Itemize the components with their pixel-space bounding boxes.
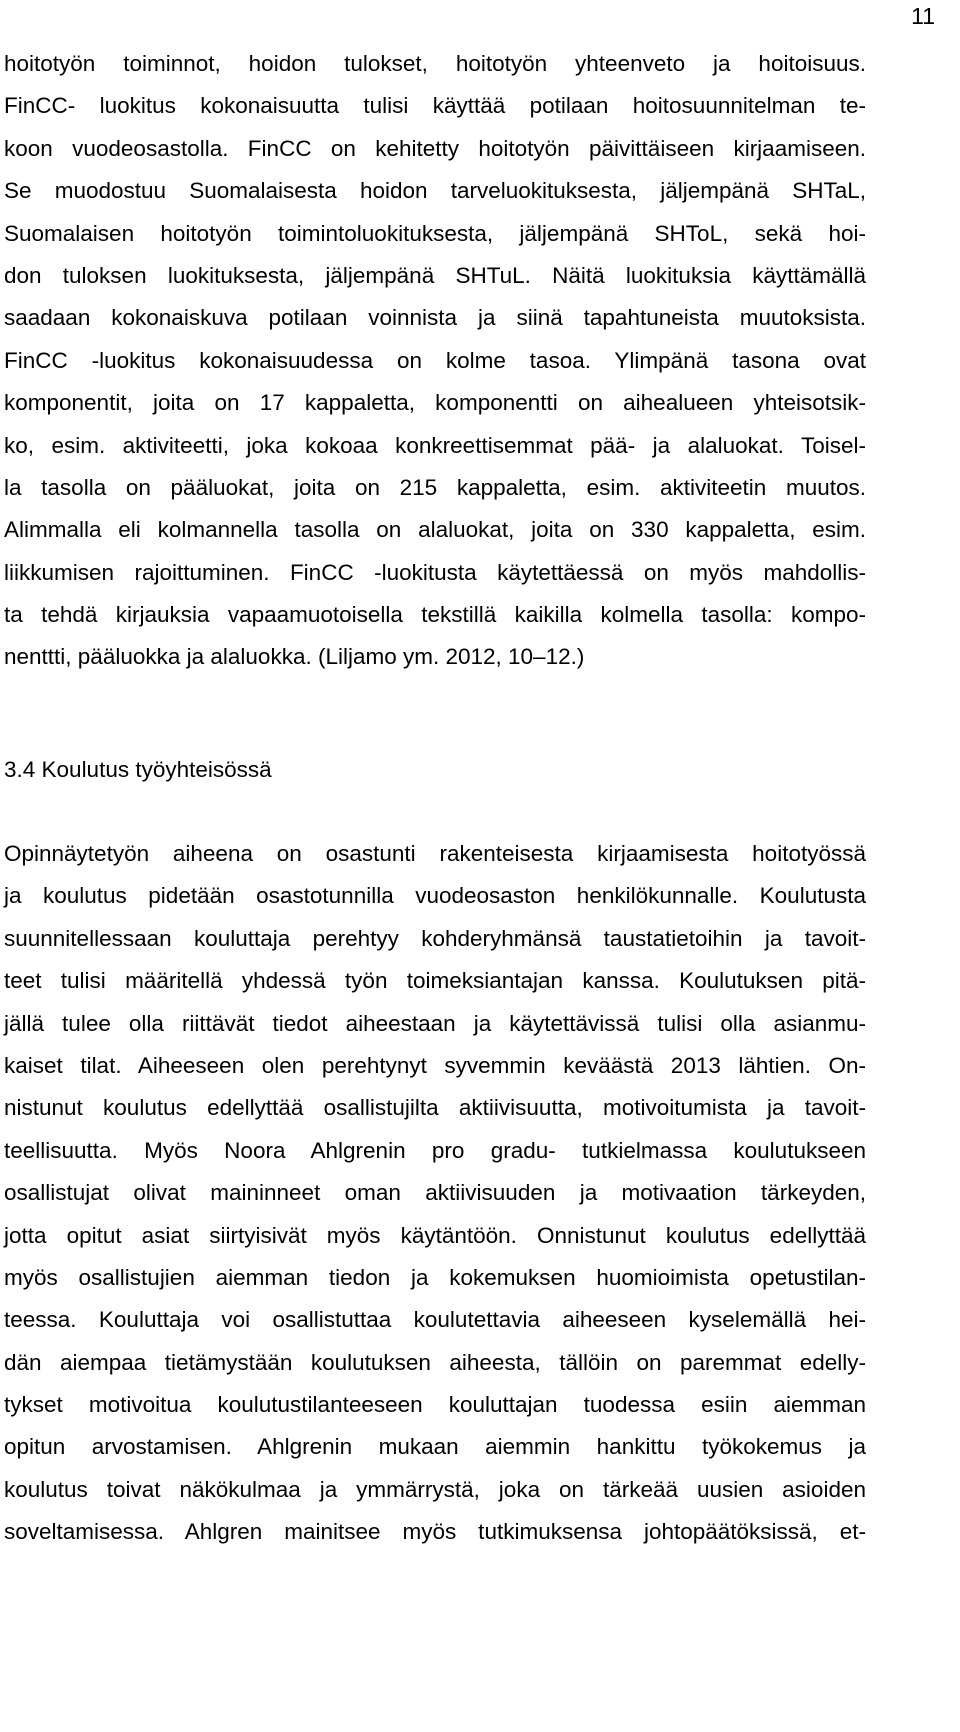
text-line: osallistujat olivat maininneet oman aktiivisuuden ja motivaation tärkeyden, (4, 1180, 866, 1206)
text-line: nistunut koulutus edellyttää osallistujilta aktiivisuutta, motivoitumista ja tavoit- (4, 1095, 866, 1121)
text-line: ta tehdä kirjauksia vapaamuotoisella tekstillä kaikilla kolmella tasolla: kompo- (4, 602, 866, 628)
text-line: la tasolla on pääluokat, joita on 215 kappaletta, esim. aktiviteetin muutos. (4, 474, 866, 500)
text-line: don tuloksen luokituksesta, jäljempänä SHTuL. Näitä luokituksia käyttämällä (4, 262, 866, 288)
text-line: Suomalaisen hoitotyön toimintoluokituksesta, jäljempänä SHToL, sekä hoi- (4, 220, 866, 246)
body-paragraph-1 (4, 50, 866, 686)
text-line: dän aiempaa tietämystään koulutuksen aiheesta, tällöin on paremmat edelly- (4, 1349, 866, 1375)
text-line: myös osallistujien aiemman tiedon ja kokemuksen huomioimista opetustilan- (4, 1264, 866, 1290)
section-heading: 3.4 Koulutus työyhteisössä (4, 757, 272, 782)
page-number: 11 (911, 3, 935, 29)
text-line: nenttti, pääluokka ja alaluokka. (Liljamo ym. 2012, 10–12.) (4, 644, 585, 670)
text-line: hoitotyön toiminnot, hoidon tulokset, hoitotyön yhteenveto ja hoitoisuus. (4, 51, 866, 76)
text-line: opitun arvostamisen. Ahlgrenin mukaan aiemmin hankittu työkokemus ja (4, 1434, 866, 1460)
text-line: jotta opitut asiat siirtyisivät myös käytäntöön. Onnistunut koulutus edellyttää (4, 1222, 866, 1248)
text-line: koulutus toivat näkökulmaa ja ymmärrystä, joka on tärkeää uusien asioiden (4, 1476, 866, 1502)
text-line: jällä tulee olla riittävät tiedot aiheestaan ja käytettävissä tulisi olla asianmu- (4, 1010, 866, 1036)
text-line: ja koulutus pidetään osastotunnilla vuodeosaston henkilökunnalle. Koulutusta (4, 883, 866, 909)
text-line: Alimmalla eli kolmannella tasolla on alaluokat, joita on 330 kappaletta, esim. (4, 517, 866, 543)
body-paragraph-2 (4, 840, 866, 1561)
text-line: Se muodostuu Suomalaisesta hoidon tarveluokituksesta, jäljempänä SHTaL, (4, 178, 866, 204)
text-line: komponentit, joita on 17 kappaletta, komponentti on aihealueen yhteisotsik- (4, 390, 866, 416)
text-line: ko, esim. aktiviteetti, joka kokoaa konkreettisemmat pää- ja alaluokat. Toisel- (4, 432, 866, 458)
text-line: liikkumisen rajoittuminen. FinCC -luokitusta käytettäessä on myös mahdollis- (4, 559, 866, 585)
text-line: Opinnäytetyön aiheena on osastunti rakenteisesta kirjaamisesta hoitotyössä (4, 841, 866, 866)
text-line: soveltamisessa. Ahlgren mainitsee myös tutkimuksensa johtopäätöksissä, et- (4, 1519, 866, 1545)
text-line: teet tulisi määritellä yhdessä työn toimeksiantajan kanssa. Koulutuksen pitä- (4, 968, 866, 994)
text-line: saadaan kokonaiskuva potilaan voinnista ja siinä tapahtuneista muutoksista. (4, 305, 866, 331)
text-line: FinCC- luokitus kokonaisuutta tulisi käyttää potilaan hoitosuunnitelman te- (4, 93, 866, 119)
text-line: koon vuodeosastolla. FinCC on kehitetty hoitotyön päivittäiseen kirjaamiseen. (4, 135, 866, 161)
text-line: suunnitellessaan kouluttaja perehtyy kohderyhmänsä taustatietoihin ja tavoit- (4, 925, 866, 951)
text-line: teellisuutta. Myös Noora Ahlgrenin pro gradu- tutkielmassa koulutukseen (4, 1137, 866, 1163)
text-line: kaiset tilat. Aiheeseen olen perehtynyt syvemmin keväästä 2013 lähtien. On- (4, 1052, 866, 1078)
text-line: teessa. Kouluttaja voi osallistuttaa koulutettavia aiheeseen kyselemällä hei- (4, 1307, 866, 1333)
text-line: FinCC -luokitus kokonaisuudessa on kolme tasoa. Ylimpänä tasona ovat (4, 347, 866, 373)
text-line: tykset motivoitua koulutustilanteeseen kouluttajan tuodessa esiin aiemman (4, 1392, 866, 1418)
